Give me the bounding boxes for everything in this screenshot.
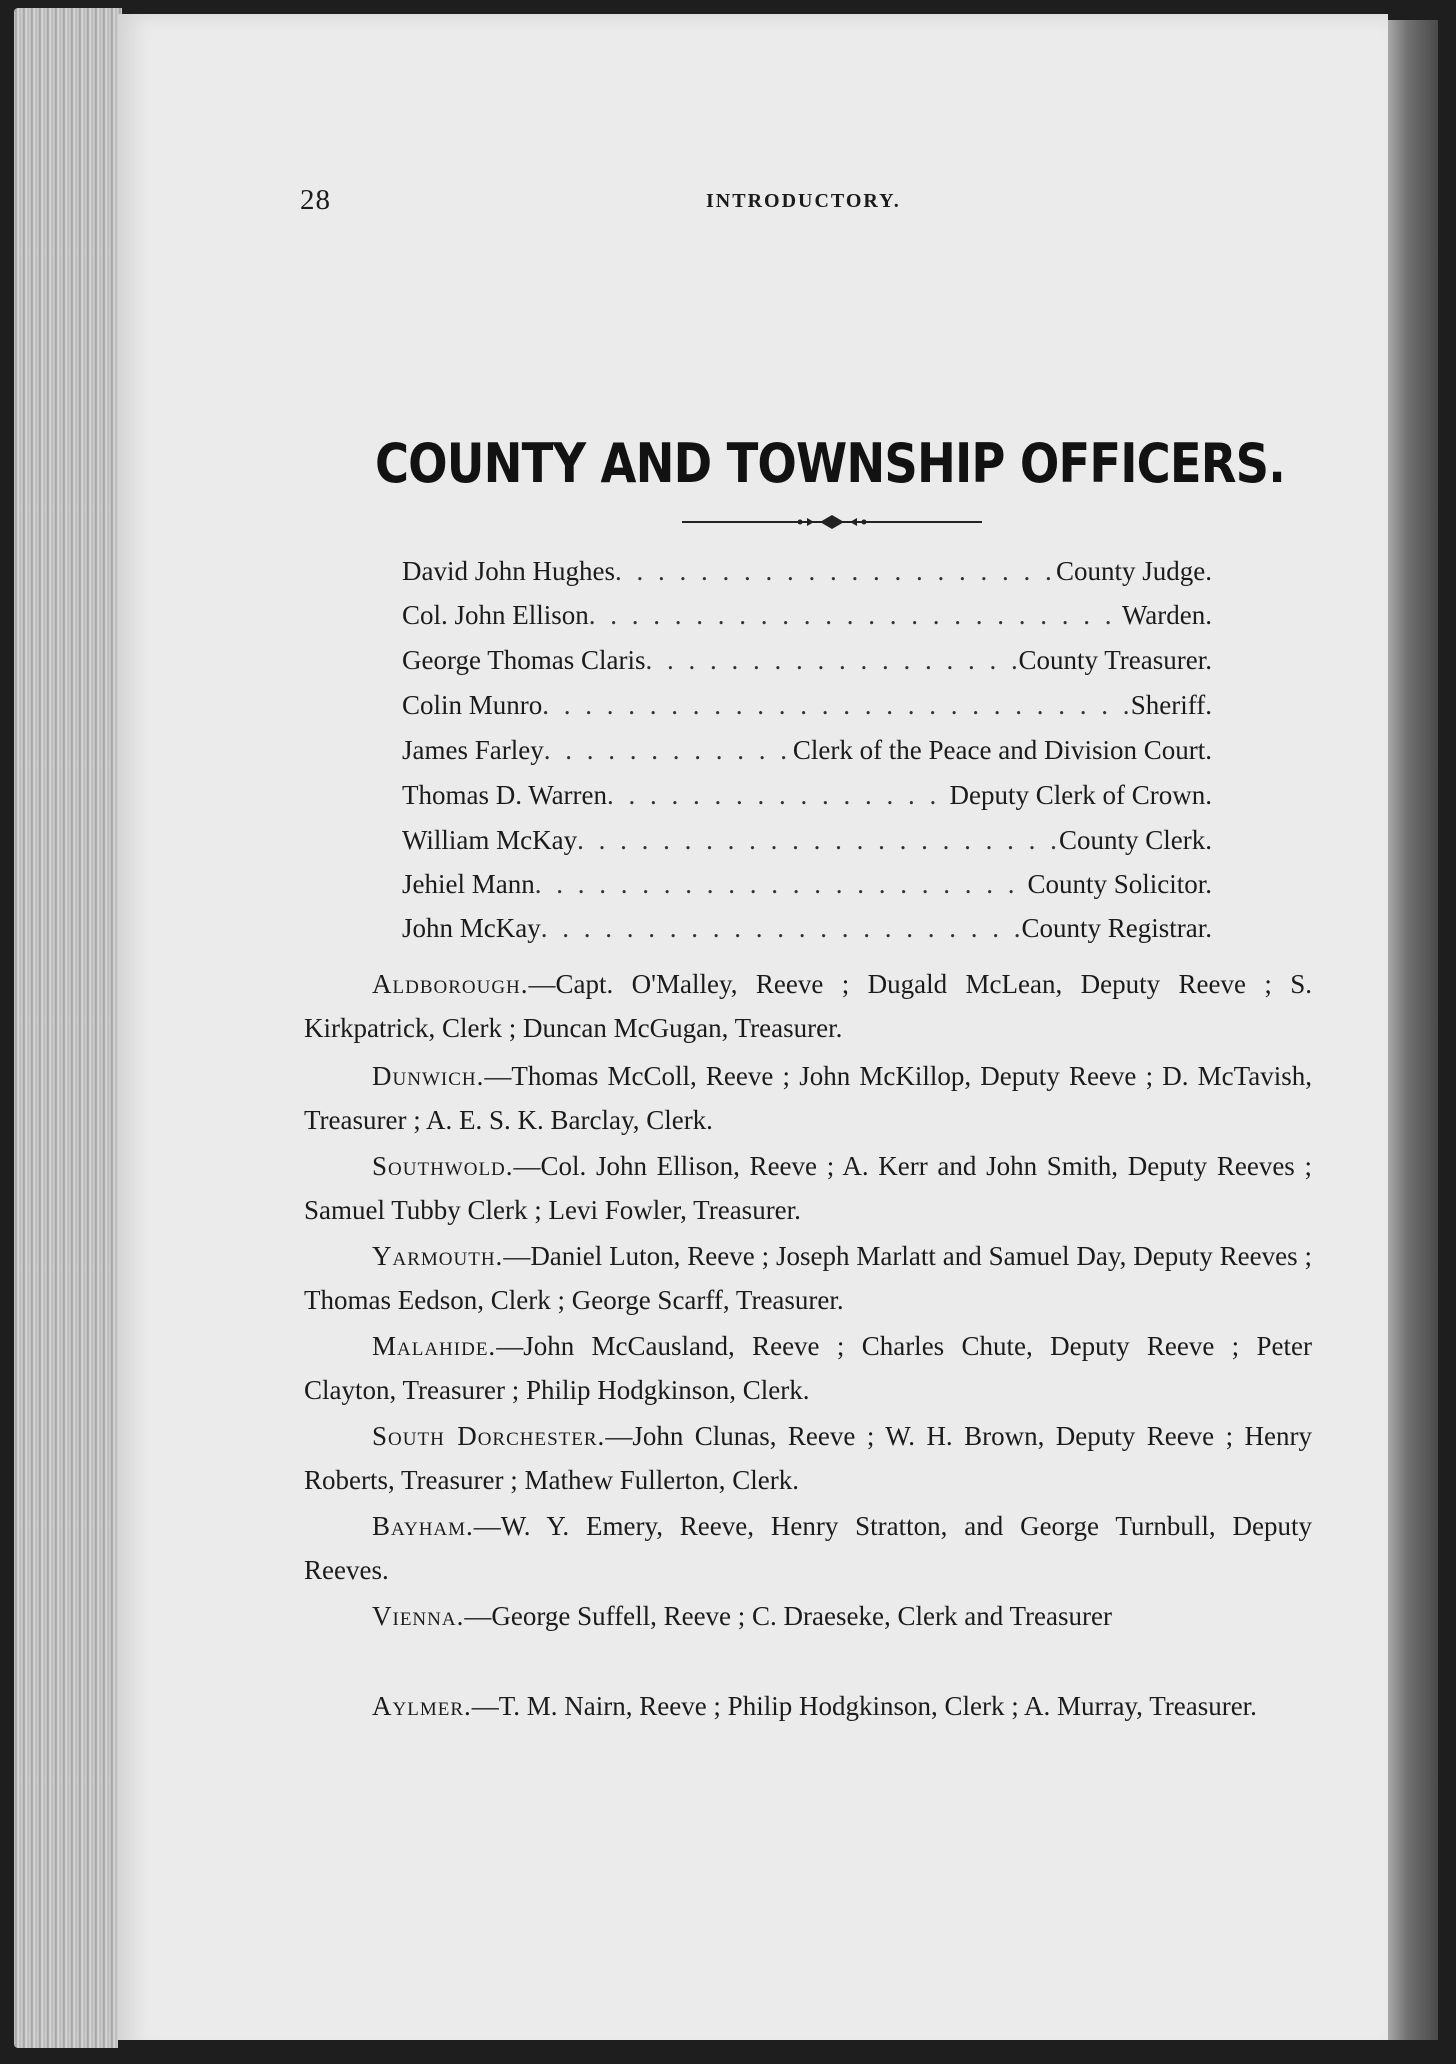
township-paragraph [304, 1594, 1312, 1638]
township-name: Malahide. [372, 1331, 497, 1361]
township-paragraph [304, 1054, 1312, 1142]
officer-title: County Solicitor. [1027, 869, 1212, 899]
running-head: INTRODUCTORY. [706, 190, 901, 212]
dot-leader [544, 735, 793, 766]
township-name: Southwold. [372, 1151, 514, 1181]
page-number: 28 [300, 184, 331, 216]
township-name: Aylmer. [372, 1691, 472, 1721]
township-paragraph [304, 1144, 1312, 1232]
dot-leader [607, 780, 950, 811]
officer-title: County Registrar. [1021, 913, 1212, 943]
officer-name: George Thomas Claris [402, 645, 646, 675]
township-paragraph [304, 1324, 1312, 1412]
officer-row [402, 825, 1212, 865]
township-paragraph [304, 1414, 1312, 1502]
township-name: South Dorchester. [372, 1421, 606, 1451]
officer-row [402, 600, 1212, 640]
township-officers: —John Clunas, Reeve ; W. H. Brown, Deputy Reeve ; Henry Roberts, Treasurer ; Mathew Fullerton, Clerk. [304, 1421, 1312, 1495]
officer-title: County Treasurer. [1018, 645, 1212, 675]
officer-name: James Farley [402, 735, 544, 765]
township-name: Aldborough. [372, 969, 529, 999]
officer-row [402, 645, 1212, 685]
officer-row [402, 735, 1212, 775]
township-paragraph [304, 1504, 1312, 1592]
township-officers: —W. Y. Emery, Reeve, Henry Stratton, and George Turnbull, Deputy Reeves. [304, 1511, 1312, 1585]
dot-leader [542, 690, 1130, 721]
township-name: Dunwich. [372, 1061, 485, 1091]
officer-name: John McKay [402, 913, 541, 943]
township-paragraph [304, 962, 1312, 1050]
officer-title: Warden. [1121, 600, 1212, 630]
dot-leader [535, 869, 1028, 900]
township-officers: —Capt. O'Malley, Reeve ; Dugald McLean, Deputy Reeve ; S. Kirkpatrick, Clerk ; Duncan McGugan, Treasurer. [304, 969, 1312, 1043]
officer-name: Colin Munro [402, 690, 543, 720]
township-officers: —Col. John Ellison, Reeve ; A. Kerr and John Smith, Deputy Reeves ; Samuel Tubby Clerk ; Levi Fowler, Treasurer. [304, 1151, 1312, 1225]
officer-title: Deputy Clerk of Crown. [949, 780, 1212, 810]
township-officers: —John McCausland, Reeve ; Charles Chute, Deputy Reeve ; Peter Clayton, Treasurer ; Philip Hodgkinson, Clerk. [304, 1331, 1312, 1405]
scan-background [118, 2040, 1438, 2064]
township-paragraph [304, 1234, 1312, 1322]
dot-leader [615, 556, 1056, 587]
township-officers: —Daniel Luton, Reeve ; Joseph Marlatt and Samuel Day, Deputy Reeves ; Thomas Eedson, Clerk ; George Scarff, Treasurer. [304, 1241, 1312, 1315]
officer-row [402, 556, 1212, 596]
officer-name: Thomas D. Warren [402, 780, 608, 810]
title-ornament-rule [682, 512, 982, 532]
township-officers: —T. M. Nairn, Reeve ; Philip Hodgkinson, Clerk ; A. Murray, Treasurer. [471, 1691, 1257, 1721]
township-name: Yarmouth. [372, 1241, 504, 1271]
officer-row [402, 913, 1212, 953]
officer-title: County Judge. [1055, 556, 1212, 586]
dot-leader [589, 600, 1122, 631]
officer-title: Clerk of the Peace and Division Court. [792, 735, 1212, 765]
section-title: COUNTY AND TOWNSHIP OFFICERS. [374, 432, 1286, 495]
book-page-edges [14, 8, 122, 2048]
officer-row [402, 780, 1212, 820]
officer-name: David John Hughes [402, 556, 615, 586]
officer-name: Col. John Ellison [402, 600, 589, 630]
officer-name: Jehiel Mann [402, 869, 535, 899]
dot-leader [645, 645, 1018, 676]
officer-title: Sheriff. [1130, 690, 1212, 720]
dot-leader [577, 825, 1059, 856]
officer-title: County Clerk. [1059, 825, 1212, 855]
township-name: Bayham. [372, 1511, 474, 1541]
officer-row [402, 869, 1212, 909]
book-cover-edge [1388, 20, 1438, 2050]
officer-row [402, 690, 1212, 730]
township-officers: —Thomas McColl, Reeve ; John McKillop, Deputy Reeve ; D. McTavish, Treasurer ; A. E. S. K. Barclay, Clerk. [304, 1061, 1312, 1135]
dot-leader [541, 913, 1022, 944]
township-name: Vienna. [372, 1601, 465, 1631]
township-paragraph [304, 1684, 1312, 1728]
officer-name: William McKay [402, 825, 578, 855]
township-officers: —George Suffell, Reeve ; C. Draeseke, Clerk and Treasurer [464, 1601, 1112, 1631]
